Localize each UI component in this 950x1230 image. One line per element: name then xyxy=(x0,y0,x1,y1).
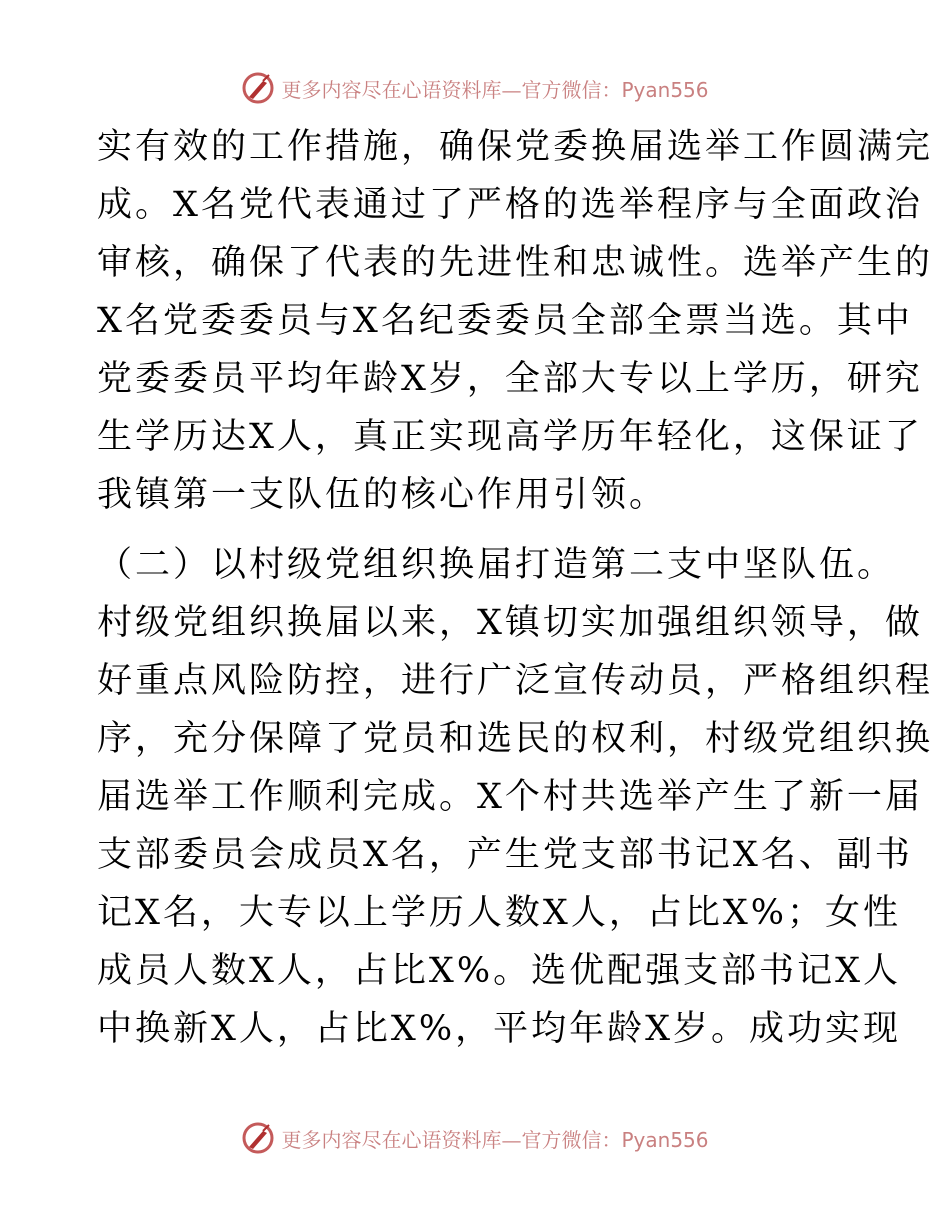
paragraph xyxy=(97,536,934,1116)
text-line: 中换新X人，占比X%，平均年龄X岁。成功实现 xyxy=(97,1009,902,1049)
text-line: 支部委员会成员X名，产生党支部书记X名、副书 xyxy=(97,835,913,875)
document-body xyxy=(97,118,934,1116)
text-line: 党委委员平均年龄X岁，全部大专以上学历，研究 xyxy=(97,359,923,399)
text-line: 成。X名党代表通过了严格的选举程序与全面政治 xyxy=(97,185,923,225)
section-heading: （二）以村级党组织换届打造第二支中坚队伍。 xyxy=(97,545,896,585)
text-line: 审核，确保了代表的先进性和忠诚性。选举产生的 xyxy=(97,243,934,283)
text-line: 我镇第一支队伍的核心作用引领。 xyxy=(97,475,668,515)
quill-pen-logo-icon xyxy=(241,1121,275,1155)
text-line: 届选举工作顺利完成。X个村共选举产生了新一届 xyxy=(97,777,923,817)
text-line xyxy=(97,1058,857,1116)
text-line: 记X名，大专以上学历人数X人，占比X%；女性 xyxy=(97,893,902,933)
text-line: 村级党组织换届以来，X镇切实加强组织领导，做 xyxy=(97,603,923,643)
header-watermark xyxy=(0,68,950,108)
watermark-text: 更多内容尽在心语资料库—官方微信：Pyan556 xyxy=(281,77,709,102)
text-line: 生学历达X人，真正实现高学历年轻化，这保证了 xyxy=(97,417,923,457)
text-line: 成员人数X人，占比X%。选优配强支部书记X人 xyxy=(97,951,902,991)
text-line: 好重点风险防控，进行广泛宣传动员，严格组织程 xyxy=(97,661,934,701)
text-line: 实有效的工作措施，确保党委换届选举工作圆满完 xyxy=(97,127,934,167)
paragraph xyxy=(97,118,934,524)
watermark-text: 更多内容尽在心语资料库—官方微信：Pyan556 xyxy=(281,1127,709,1152)
quill-pen-logo-icon xyxy=(241,71,275,105)
text-line: X名党委委员与X名纪委委员全部全票当选。其中 xyxy=(97,301,913,341)
footer-watermark xyxy=(0,1118,950,1158)
text-line: 序，充分保障了党员和选民的权利，村级党组织换 xyxy=(97,719,934,759)
